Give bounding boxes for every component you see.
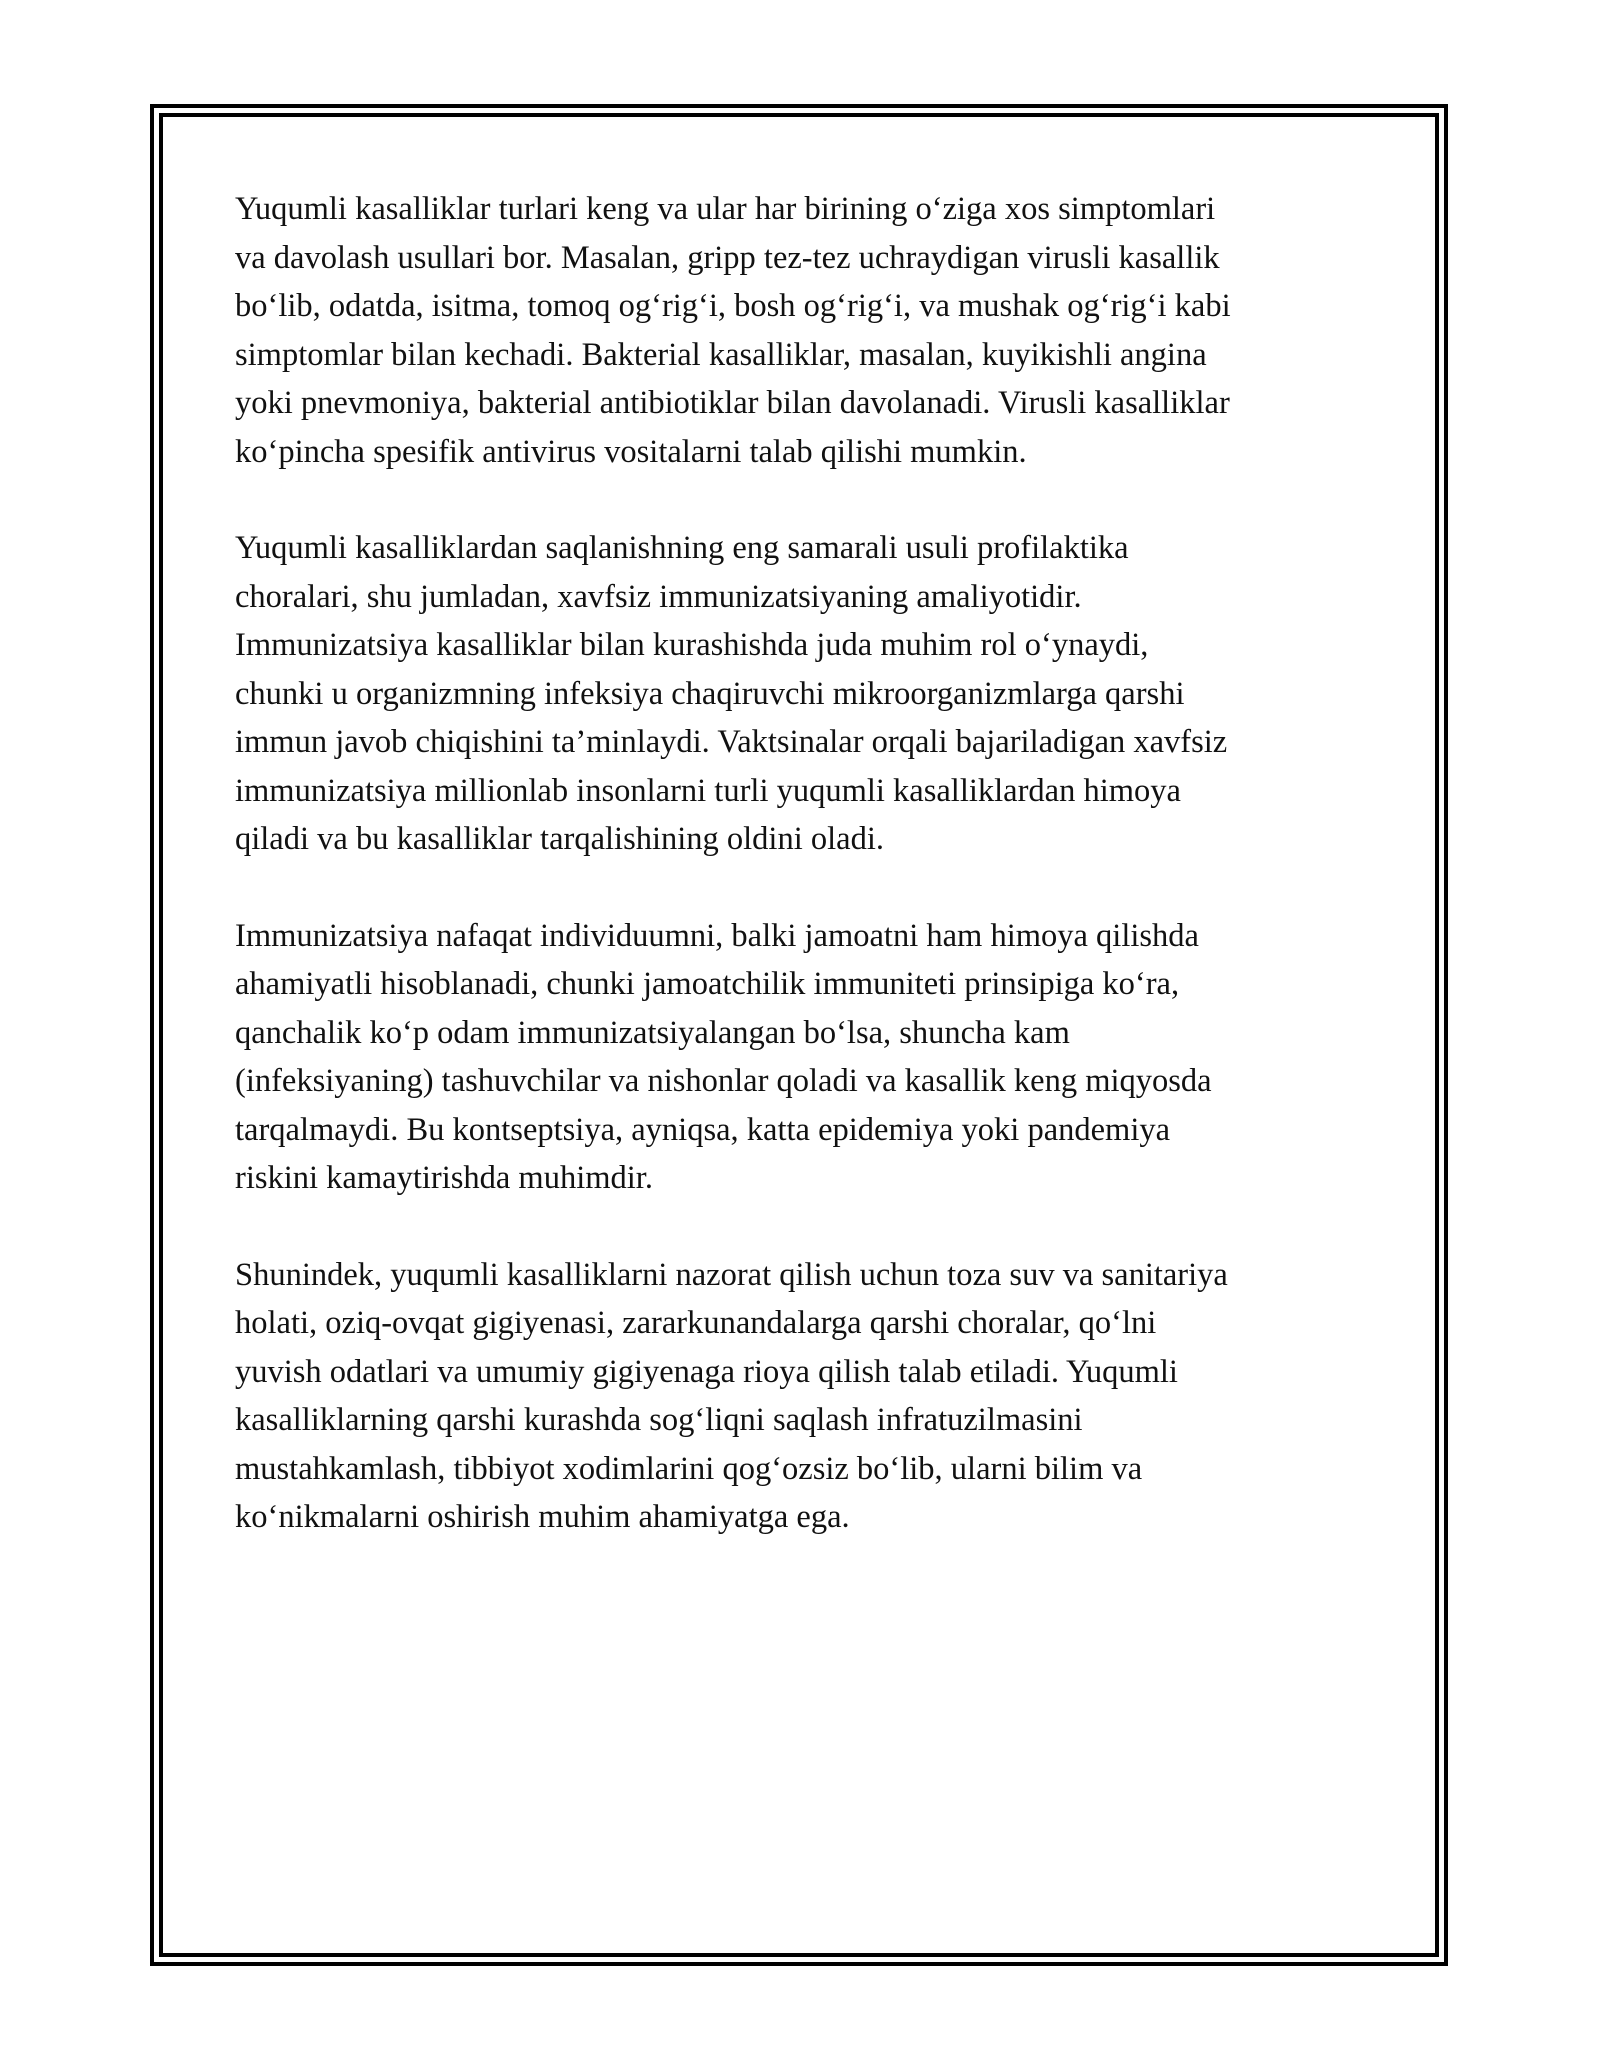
paragraph-line: kasalliklarning qarshi kurashda sog‘liqni saqlash infratuzilmasini [235, 1402, 1083, 1438]
paragraph-line: Yuqumli kasalliklardan saqlanishning eng samarali usuli profilaktika [235, 530, 1129, 566]
paragraph-4 [235, 1251, 1375, 1542]
paragraph-line: ko‘nikmalarni oshirish muhim ahamiyatga ega. [235, 1499, 850, 1535]
paragraph-line: riskini kamaytirishda muhimdir. [235, 1160, 653, 1196]
paragraph-line: va davolash usullari bor. Masalan, gripp tez-tez uchraydigan virusli kasallik [235, 239, 1220, 276]
paragraph-3 [235, 912, 1375, 1203]
paragraph-line: Yuqumli kasalliklar turlari keng va ular har birining o‘ziga xos simptomlari [235, 191, 1216, 227]
paragraph-line: tarqalmaydi. Bu kontseptsiya, ayniqsa, katta epidemiya yoki pandemiya [235, 1111, 1171, 1148]
paragraph-line: immunizatsiya millionlab insonlarni turli yuqumli kasalliklardan himoya [235, 772, 1181, 809]
paragraph-line: chunki u organizmning infeksiya chaqiruvchi mikroorganizmlarga qarshi [235, 675, 1185, 712]
paragraph-line: mustahkamlash, tibbiyot xodimlarini qog‘ozsiz bo‘lib, ularni bilim va [235, 1450, 1143, 1487]
paragraph-line: ahamiyatli hisoblanadi, chunki jamoatchilik immuniteti prinsipiga ko‘ra, [235, 966, 1180, 1002]
paragraph-line: (infeksiyaning) tashuvchilar va nishonlar qoladi va kasallik keng miqyosda [235, 1063, 1212, 1099]
paragraph-line: immun javob chiqishini ta’minlaydi. Vaktsinalar orqali bajariladigan xavfsiz [235, 724, 1228, 760]
paragraph-line: qiladi va bu kasalliklar tarqalishining oldini oladi. [235, 821, 884, 857]
paragraph-line: holati, oziq-ovqat gigiyenasi, zararkunandalarga qarshi choralar, qo‘lni [235, 1305, 1157, 1341]
paragraph-line: Shunindek, yuqumli kasalliklarni nazorat qilish uchun toza suv va sanitariya [235, 1256, 1228, 1293]
paragraph-line: ko‘pincha spesifik antivirus vositalarni talab qilishi mumkin. [235, 433, 1027, 470]
paragraph-line: simptomlar bilan kechadi. Bakterial kasalliklar, masalan, kuyikishli angina [235, 336, 1207, 373]
paragraph-line: yoki pnevmoniya, bakterial antibiotiklar bilan davolanadi. Virusli kasalliklar [235, 385, 1230, 421]
paragraph-line: bo‘lib, odatda, isitma, tomoq og‘rig‘i, bosh og‘rig‘i, va mushak og‘rig‘i kabi [235, 288, 1231, 324]
paragraph-line: choralari, shu jumladan, xavfsiz immunizatsiyaning amaliyotidir. [235, 578, 1082, 615]
paragraph-line: Immunizatsiya nafaqat individuumni, balki jamoatni ham himoya qilishda [235, 917, 1199, 954]
paragraph-line: yuvish odatlari va umumiy gigiyenaga rioya qilish talab etiladi. Yuqumli [235, 1353, 1178, 1390]
paragraph-2 [235, 524, 1375, 864]
paragraph-line: Immunizatsiya kasalliklar bilan kurashishda juda muhim rol o‘ynaydi, [235, 627, 1149, 663]
paragraph-1 [235, 185, 1375, 476]
paragraph-line: qanchalik ko‘p odam immunizatsiyalangan bo‘lsa, shuncha kam [235, 1014, 1070, 1051]
document-body [235, 185, 1375, 1542]
